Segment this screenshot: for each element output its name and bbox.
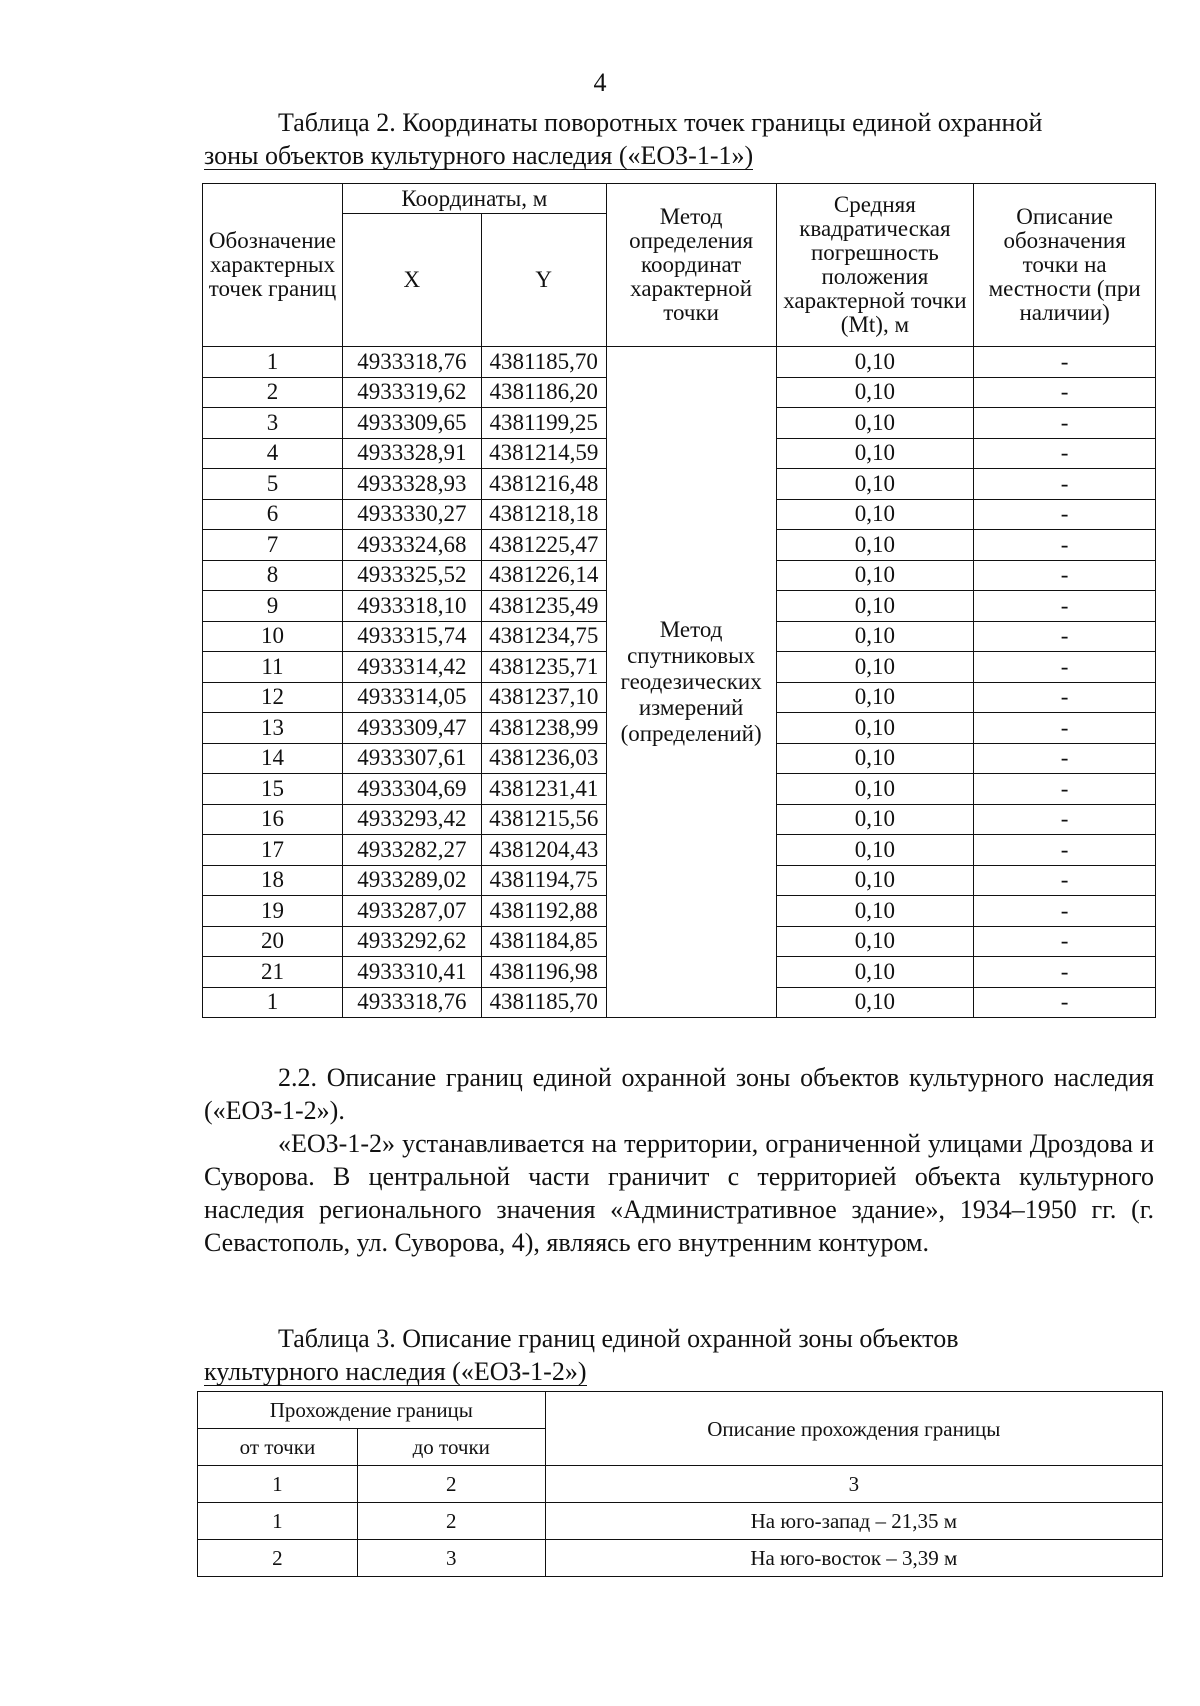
- x-cell: 4933304,69: [342, 774, 481, 805]
- description-cell: -: [974, 347, 1156, 378]
- from-point-cell: 2: [198, 1540, 358, 1577]
- point-cell: 1: [203, 987, 343, 1018]
- y-cell: 4381204,43: [481, 835, 606, 866]
- error-cell: 0,10: [776, 652, 974, 683]
- x-cell: 4933315,74: [342, 621, 481, 652]
- method-cell: Метод спутниковых геодезических измерений (определений): [606, 347, 776, 1018]
- description-cell: -: [974, 682, 1156, 713]
- section-2-2-title: 2.2. Описание границ единой охранной зоны объектов культурного наследия («ЕОЗ-1-2»).: [204, 1063, 1154, 1125]
- point-cell: 12: [203, 682, 343, 713]
- section-2-2-paragraph: «ЕОЗ-1-2» устанавливается на территории, ограниченной улицами Дроздова и Суворова. В центральной части граничит с территорией объекта культурного наследия регионального значения «Административное здание», 1934–1950 гг. (г. Севастополь, ул. Суворова, 4), являясь его внутренним контуром.: [204, 1129, 1154, 1257]
- description-cell: -: [974, 804, 1156, 835]
- y-cell: 4381218,18: [481, 499, 606, 530]
- point-cell: 14: [203, 743, 343, 774]
- point-cell: 9: [203, 591, 343, 622]
- passage-description-cell: На юго-запад – 21,35 м: [545, 1503, 1162, 1540]
- description-cell: -: [974, 408, 1156, 439]
- table-row: [198, 1503, 1163, 1540]
- description-cell: -: [974, 896, 1156, 927]
- y-cell: 4381238,99: [481, 713, 606, 744]
- description-cell: -: [974, 713, 1156, 744]
- to-point-cell: 3: [357, 1540, 545, 1577]
- error-cell: 0,10: [776, 347, 974, 378]
- description-cell: -: [974, 774, 1156, 805]
- x-cell: 4933293,42: [342, 804, 481, 835]
- y-cell: 4381184,85: [481, 926, 606, 957]
- passage-description-cell: 3: [545, 1466, 1162, 1503]
- description-cell: -: [974, 591, 1156, 622]
- error-cell: 0,10: [776, 896, 974, 927]
- y-cell: 4381192,88: [481, 896, 606, 927]
- y-cell: 4381215,56: [481, 804, 606, 835]
- x-cell: 4933325,52: [342, 560, 481, 591]
- to-point-cell: 2: [357, 1503, 545, 1540]
- description-cell: -: [974, 987, 1156, 1018]
- table3-caption: [204, 1322, 1154, 1388]
- point-cell: 17: [203, 835, 343, 866]
- point-cell: 7: [203, 530, 343, 561]
- x-cell: 4933318,10: [342, 591, 481, 622]
- error-cell: 0,10: [776, 865, 974, 896]
- point-cell: 5: [203, 469, 343, 500]
- coordinates-table: [202, 183, 1156, 1018]
- error-cell: 0,10: [776, 835, 974, 866]
- point-cell: 1: [203, 347, 343, 378]
- error-cell: 0,10: [776, 591, 974, 622]
- point-cell: 10: [203, 621, 343, 652]
- x-cell: 4933328,91: [342, 438, 481, 469]
- x-cell: 4933314,42: [342, 652, 481, 683]
- y-cell: 4381186,20: [481, 377, 606, 408]
- y-cell: 4381214,59: [481, 438, 606, 469]
- header-x: X: [342, 214, 481, 347]
- description-cell: -: [974, 499, 1156, 530]
- x-cell: 4933310,41: [342, 957, 481, 988]
- y-cell: 4381185,70: [481, 987, 606, 1018]
- table-row: [203, 347, 1156, 378]
- x-cell: 4933292,62: [342, 926, 481, 957]
- point-cell: 19: [203, 896, 343, 927]
- header-coords: Координаты, м: [342, 184, 606, 214]
- error-cell: 0,10: [776, 926, 974, 957]
- to-point-cell: 2: [357, 1466, 545, 1503]
- x-cell: 4933282,27: [342, 835, 481, 866]
- point-cell: 6: [203, 499, 343, 530]
- point-cell: 18: [203, 865, 343, 896]
- error-cell: 0,10: [776, 530, 974, 561]
- description-cell: -: [974, 743, 1156, 774]
- x-cell: 4933287,07: [342, 896, 481, 927]
- y-cell: 4381185,70: [481, 347, 606, 378]
- error-cell: 0,10: [776, 804, 974, 835]
- y-cell: 4381225,47: [481, 530, 606, 561]
- error-cell: 0,10: [776, 560, 974, 591]
- error-cell: 0,10: [776, 743, 974, 774]
- description-cell: -: [974, 865, 1156, 896]
- error-cell: 0,10: [776, 713, 974, 744]
- y-cell: 4381216,48: [481, 469, 606, 500]
- description-cell: -: [974, 560, 1156, 591]
- table-row: [198, 1466, 1163, 1503]
- error-cell: 0,10: [776, 682, 974, 713]
- y-cell: 4381236,03: [481, 743, 606, 774]
- x-cell: 4933324,68: [342, 530, 481, 561]
- point-cell: 4: [203, 438, 343, 469]
- x-cell: 4933307,61: [342, 743, 481, 774]
- x-cell: 4933318,76: [342, 347, 481, 378]
- point-cell: 8: [203, 560, 343, 591]
- point-cell: 3: [203, 408, 343, 439]
- point-cell: 2: [203, 377, 343, 408]
- point-cell: 13: [203, 713, 343, 744]
- table2-caption-line2: зоны объектов культурного наследия («ЕОЗ-1-1»): [204, 141, 754, 170]
- from-point-cell: 1: [198, 1503, 358, 1540]
- y-cell: 4381235,49: [481, 591, 606, 622]
- point-cell: 11: [203, 652, 343, 683]
- page-number: 4: [593, 68, 607, 97]
- y-cell: 4381231,41: [481, 774, 606, 805]
- table2-caption: [204, 106, 1154, 172]
- from-point-cell: 1: [198, 1466, 358, 1503]
- x-cell: 4933309,65: [342, 408, 481, 439]
- header-y: Y: [481, 214, 606, 347]
- error-cell: 0,10: [776, 499, 974, 530]
- description-cell: -: [974, 469, 1156, 500]
- header-passage: Прохождение границы: [198, 1392, 546, 1429]
- description-cell: -: [974, 652, 1156, 683]
- point-cell: 20: [203, 926, 343, 957]
- x-cell: 4933319,62: [342, 377, 481, 408]
- header-passage-description: Описание прохождения границы: [545, 1392, 1162, 1466]
- error-cell: 0,10: [776, 621, 974, 652]
- boundary-description-table: [197, 1391, 1163, 1577]
- description-cell: -: [974, 377, 1156, 408]
- y-cell: 4381196,98: [481, 957, 606, 988]
- description-cell: -: [974, 926, 1156, 957]
- table2-caption-line1: Таблица 2. Координаты поворотных точек границы единой охранной: [278, 108, 1043, 137]
- error-cell: 0,10: [776, 957, 974, 988]
- x-cell: 4933328,93: [342, 469, 481, 500]
- x-cell: 4933330,27: [342, 499, 481, 530]
- description-cell: -: [974, 530, 1156, 561]
- y-cell: 4381237,10: [481, 682, 606, 713]
- y-cell: 4381234,75: [481, 621, 606, 652]
- y-cell: 4381199,25: [481, 408, 606, 439]
- description-cell: -: [974, 957, 1156, 988]
- header-description: Описание обозначения точки на местности (при наличии): [974, 184, 1156, 347]
- x-cell: 4933318,76: [342, 987, 481, 1018]
- description-cell: -: [974, 835, 1156, 866]
- error-cell: 0,10: [776, 408, 974, 439]
- point-cell: 16: [203, 804, 343, 835]
- x-cell: 4933289,02: [342, 865, 481, 896]
- table-row: [198, 1540, 1163, 1577]
- header-to-point: до точки: [357, 1429, 545, 1466]
- x-cell: 4933309,47: [342, 713, 481, 744]
- error-cell: 0,10: [776, 987, 974, 1018]
- description-cell: -: [974, 438, 1156, 469]
- header-designation: Обозначение характерных точек границ: [203, 184, 343, 347]
- y-cell: 4381194,75: [481, 865, 606, 896]
- description-cell: -: [974, 621, 1156, 652]
- y-cell: 4381226,14: [481, 560, 606, 591]
- y-cell: 4381235,71: [481, 652, 606, 683]
- header-error: Средняя квадратическая погрешность положения характерной точки (Mt), м: [776, 184, 974, 347]
- error-cell: 0,10: [776, 774, 974, 805]
- point-cell: 21: [203, 957, 343, 988]
- x-cell: 4933314,05: [342, 682, 481, 713]
- error-cell: 0,10: [776, 438, 974, 469]
- table3-caption-line1: Таблица 3. Описание границ единой охранной зоны объектов: [278, 1324, 959, 1353]
- point-cell: 15: [203, 774, 343, 805]
- header-method: Метод определения координат характерной точки: [606, 184, 776, 347]
- passage-description-cell: На юго-восток – 3,39 м: [545, 1540, 1162, 1577]
- error-cell: 0,10: [776, 377, 974, 408]
- error-cell: 0,10: [776, 469, 974, 500]
- header-from-point: от точки: [198, 1429, 358, 1466]
- table3-caption-line2: культурного наследия («ЕОЗ-1-2»): [204, 1357, 587, 1386]
